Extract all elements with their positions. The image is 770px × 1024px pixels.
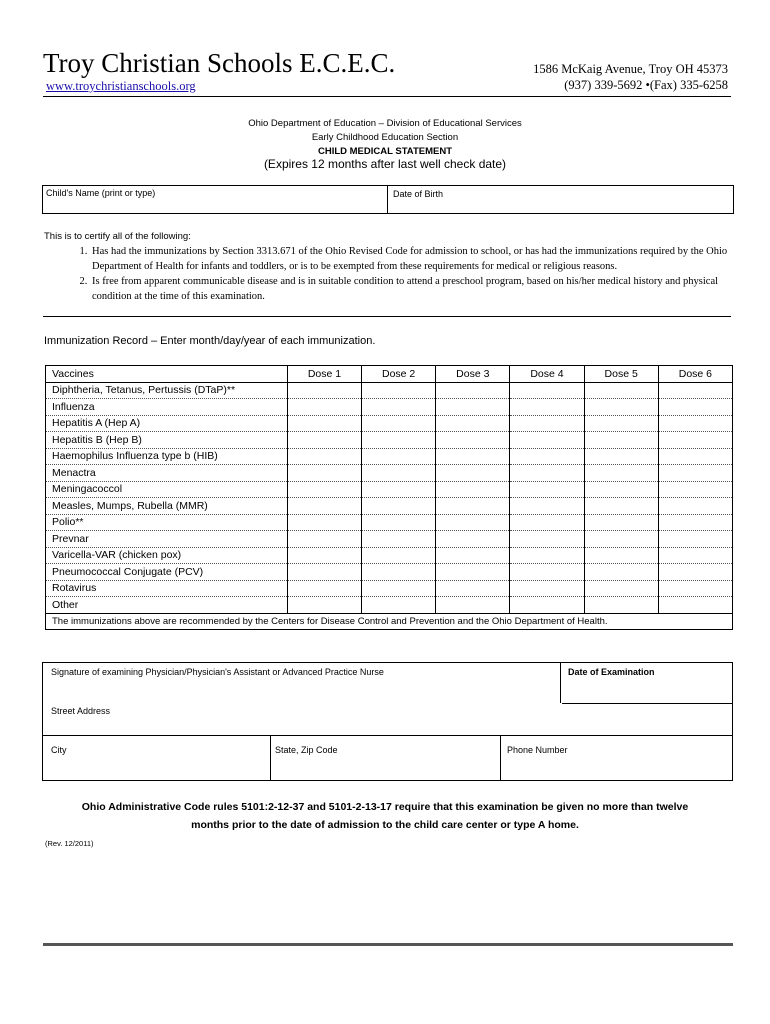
- vaccine-row: [46, 382, 733, 399]
- immunization-note: The immunizations above are recommended by the Centers for Disease Control and Prevention and the Ohio Department of Health.: [46, 613, 733, 630]
- dose-date-cell[interactable]: [584, 382, 658, 399]
- dose-date-cell[interactable]: [362, 531, 436, 548]
- certification-item: 1. Has had the immunizations by Section 3313.671 of the Ohio Revised Code for admission to school, or has had the immunizations required by the Ohio Department of Health for infants and toddlers, or is to be exempted from these requirements for medical or religious reasons.: [90, 244, 734, 274]
- vaccine-row: [46, 481, 733, 498]
- dose-date-cell[interactable]: [362, 481, 436, 498]
- city-label: City: [51, 745, 67, 755]
- dose-date-cell[interactable]: [510, 382, 584, 399]
- rules-line-2: months prior to the date of admission to the child care center or type A home.: [191, 819, 579, 831]
- dose-date-cell[interactable]: [658, 399, 732, 416]
- rules-notice: [0, 798, 770, 834]
- dose-date-cell[interactable]: [287, 498, 361, 515]
- dose-date-cell[interactable]: [510, 481, 584, 498]
- dose-date-cell[interactable]: [287, 465, 361, 482]
- phone-number-label: Phone Number: [507, 745, 568, 755]
- dose-date-cell[interactable]: [658, 415, 732, 432]
- dose-date-cell[interactable]: [362, 465, 436, 482]
- dose-date-cell[interactable]: [362, 547, 436, 564]
- dose-date-cell[interactable]: [436, 432, 510, 449]
- vaccine-row: [46, 547, 733, 564]
- dose-date-cell[interactable]: [658, 514, 732, 531]
- certification-item: 2. Is free from apparent communicable disease and is in suitable condition to attend a preschool program, based on his/her medical history and physical condition at the time of this examination.: [90, 274, 734, 304]
- school-address: 1586 McKaig Avenue, Troy OH 45373: [533, 62, 728, 76]
- dose-date-cell[interactable]: [584, 564, 658, 581]
- vaccine-name: Meningacoccol: [46, 481, 288, 498]
- vaccine-name: Influenza: [46, 399, 288, 416]
- dose-date-cell[interactable]: [287, 514, 361, 531]
- dose-date-cell[interactable]: [658, 580, 732, 597]
- dose-date-cell[interactable]: [287, 415, 361, 432]
- dose-date-cell[interactable]: [362, 382, 436, 399]
- dose-date-cell[interactable]: [362, 597, 436, 614]
- immunization-note-row: [46, 613, 733, 630]
- dose-date-cell[interactable]: [436, 547, 510, 564]
- vaccines-header: Vaccines: [46, 366, 288, 383]
- dose-date-cell[interactable]: [658, 498, 732, 515]
- dose-date-cell[interactable]: [584, 399, 658, 416]
- vaccine-name: Pneumococcal Conjugate (PCV): [46, 564, 288, 581]
- dose-date-cell[interactable]: [584, 498, 658, 515]
- exam-date-label: Date of Examination: [568, 667, 655, 677]
- vaccine-name: Hepatitis B (Hep B): [46, 432, 288, 449]
- dose-date-cell[interactable]: [287, 547, 361, 564]
- dose-date-cell[interactable]: [436, 498, 510, 515]
- dose-date-cell[interactable]: [362, 432, 436, 449]
- vaccine-rows: [46, 382, 733, 613]
- dose-date-cell[interactable]: [287, 531, 361, 548]
- expiry-note: (Expires 12 months after last well check date): [263, 157, 507, 171]
- dose-date-cell[interactable]: [584, 415, 658, 432]
- header-divider: [43, 96, 731, 97]
- dose-date-cell[interactable]: [510, 597, 584, 614]
- city-field[interactable]: [43, 736, 271, 780]
- dose-date-cell[interactable]: [658, 531, 732, 548]
- vaccine-row: [46, 514, 733, 531]
- certification-divider: [43, 316, 731, 317]
- dose-date-cell[interactable]: [362, 448, 436, 465]
- agency-block: [0, 117, 770, 159]
- dose-date-cell[interactable]: [436, 481, 510, 498]
- dose-date-cell[interactable]: [436, 448, 510, 465]
- school-address-block: [533, 61, 728, 93]
- physician-signature-field[interactable]: [43, 663, 561, 703]
- dose-date-cell[interactable]: [287, 432, 361, 449]
- agency-line-1: Ohio Department of Education – Division of Educational Services: [248, 118, 522, 129]
- dose-date-cell[interactable]: [510, 399, 584, 416]
- dose-date-cell[interactable]: [436, 399, 510, 416]
- dose-date-cell[interactable]: [436, 531, 510, 548]
- child-name-label: Child's Name (print or type): [46, 188, 156, 198]
- rules-line-1: Ohio Administrative Code rules 5101:2-12-37 and 5101-2-13-17 require that this examination be given no more than twelve: [81, 801, 689, 813]
- vaccine-name: Prevnar: [46, 531, 288, 548]
- date-of-birth-field[interactable]: [389, 186, 733, 213]
- dose-date-cell[interactable]: [584, 448, 658, 465]
- dose-date-cell[interactable]: [584, 432, 658, 449]
- dose-date-cell[interactable]: [584, 531, 658, 548]
- street-address-label: Street Address: [51, 706, 111, 716]
- agency-line-2: Early Childhood Education Section: [311, 132, 459, 143]
- form-title: CHILD MEDICAL STATEMENT: [317, 146, 453, 157]
- dose-date-cell[interactable]: [658, 547, 732, 564]
- child-info-box: [42, 185, 734, 214]
- dose-date-cell[interactable]: [436, 597, 510, 614]
- dose-date-cell[interactable]: [510, 531, 584, 548]
- certification-intro: This is to certify all of the following:: [44, 231, 191, 242]
- vaccine-row: [46, 448, 733, 465]
- dose-date-cell[interactable]: [362, 514, 436, 531]
- dose-date-cell[interactable]: [362, 580, 436, 597]
- phone-number-field[interactable]: [501, 736, 732, 780]
- vaccine-name: Polio**: [46, 514, 288, 531]
- street-address-field[interactable]: [43, 703, 732, 736]
- dose-date-cell[interactable]: [510, 448, 584, 465]
- vaccine-name: Other: [46, 597, 288, 614]
- dose-date-cell[interactable]: [584, 481, 658, 498]
- dose-date-cell[interactable]: [584, 597, 658, 614]
- dose-header: Dose 2: [362, 366, 436, 383]
- dose-date-cell[interactable]: [584, 514, 658, 531]
- dose-date-cell[interactable]: [510, 415, 584, 432]
- dose-header: Dose 4: [510, 366, 584, 383]
- vaccine-row: [46, 498, 733, 515]
- dose-date-cell[interactable]: [287, 580, 361, 597]
- vaccine-row: [46, 432, 733, 449]
- dose-header: Dose 1: [287, 366, 361, 383]
- dose-date-cell[interactable]: [287, 597, 361, 614]
- dose-date-cell[interactable]: [362, 498, 436, 515]
- school-name: Troy Christian Schools E.C.E.C.: [43, 48, 396, 78]
- dose-date-cell[interactable]: [658, 432, 732, 449]
- physician-signature-label: Signature of examining Physician/Physician's Assistant or Advanced Practice Nurse: [51, 667, 384, 677]
- certification-section: [44, 231, 734, 304]
- dose-date-cell[interactable]: [510, 514, 584, 531]
- immunization-heading: Immunization Record – Enter month/day/year of each immunization.: [44, 335, 376, 347]
- dose-date-cell[interactable]: [510, 465, 584, 482]
- dose-date-cell[interactable]: [584, 465, 658, 482]
- footer-divider: [43, 943, 733, 946]
- dose-date-cell[interactable]: [287, 448, 361, 465]
- vaccine-row: [46, 465, 733, 482]
- state-zip-label: State, Zip Code: [275, 745, 338, 755]
- dose-date-cell[interactable]: [584, 580, 658, 597]
- dose-date-cell[interactable]: [510, 564, 584, 581]
- vaccine-name: Hepatitis A (Hep A): [46, 415, 288, 432]
- dose-date-cell[interactable]: [510, 498, 584, 515]
- dose-date-cell[interactable]: [436, 415, 510, 432]
- dose-date-cell[interactable]: [658, 448, 732, 465]
- immunization-table: [45, 365, 733, 630]
- dose-date-cell[interactable]: [362, 564, 436, 581]
- dose-date-cell[interactable]: [287, 564, 361, 581]
- dose-date-cell[interactable]: [436, 382, 510, 399]
- dose-date-cell[interactable]: [658, 564, 732, 581]
- dose-header: Dose 5: [584, 366, 658, 383]
- revision-note: (Rev. 12/2011): [45, 839, 94, 848]
- vaccine-name: Diphtheria, Tetanus, Pertussis (DTaP)**: [46, 382, 288, 399]
- dose-date-cell[interactable]: [658, 382, 732, 399]
- website-link[interactable]: www.troychristianschools.org: [46, 79, 196, 93]
- vaccine-row: [46, 415, 733, 432]
- dose-date-cell[interactable]: [287, 382, 361, 399]
- vaccine-name: Varicella-VAR (chicken pox): [46, 547, 288, 564]
- date-of-birth-label: Date of Birth: [393, 189, 444, 199]
- vaccine-name: Menactra: [46, 465, 288, 482]
- dose-date-cell[interactable]: [436, 564, 510, 581]
- dose-date-cell[interactable]: [658, 481, 732, 498]
- dose-date-cell[interactable]: [362, 415, 436, 432]
- certification-list: [44, 244, 734, 304]
- vaccine-row: [46, 564, 733, 581]
- vaccine-name: Measles, Mumps, Rubella (MMR): [46, 498, 288, 515]
- state-zip-field[interactable]: [271, 736, 501, 780]
- dose-date-cell[interactable]: [287, 399, 361, 416]
- dose-date-cell[interactable]: [510, 547, 584, 564]
- vaccine-name: Haemophilus Influenza type b (HIB): [46, 448, 288, 465]
- dose-date-cell[interactable]: [584, 547, 658, 564]
- dose-date-cell[interactable]: [436, 514, 510, 531]
- vaccine-row: [46, 597, 733, 614]
- dose-header: Dose 6: [658, 366, 732, 383]
- vaccine-row: [46, 531, 733, 548]
- dose-date-cell[interactable]: [436, 465, 510, 482]
- vaccine-row: [46, 399, 733, 416]
- dose-date-cell[interactable]: [362, 399, 436, 416]
- dose-header: Dose 3: [436, 366, 510, 383]
- dose-date-cell[interactable]: [658, 465, 732, 482]
- child-name-field[interactable]: [42, 185, 388, 214]
- vaccine-row: [46, 580, 733, 597]
- dose-date-cell[interactable]: [510, 580, 584, 597]
- dose-date-cell[interactable]: [510, 432, 584, 449]
- school-phone-fax: (937) 339-5692 •(Fax) 335-6258: [564, 78, 728, 92]
- immunization-header-row: [46, 366, 733, 383]
- dose-date-cell[interactable]: [287, 481, 361, 498]
- vaccine-name: Rotavirus: [46, 580, 288, 597]
- physician-section: [42, 662, 733, 781]
- dose-date-cell[interactable]: [436, 580, 510, 597]
- exam-date-field[interactable]: [562, 663, 732, 704]
- dose-date-cell[interactable]: [658, 597, 732, 614]
